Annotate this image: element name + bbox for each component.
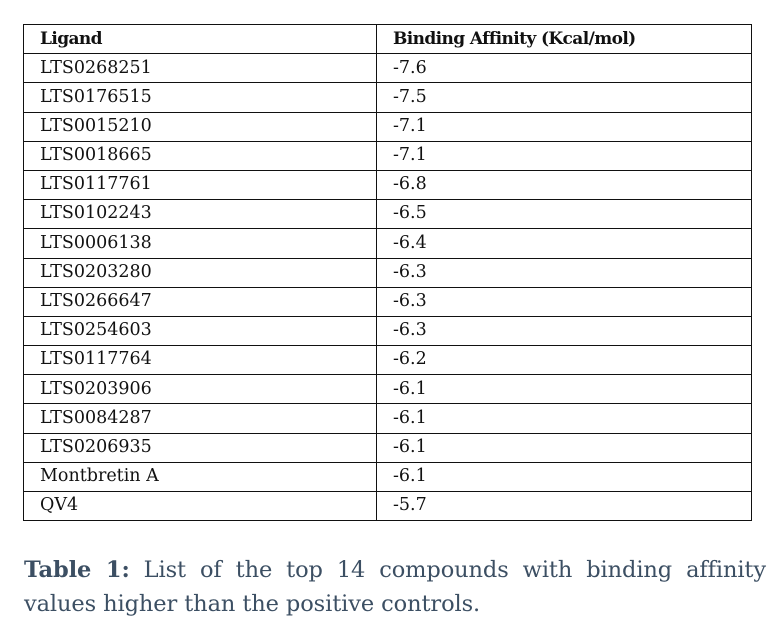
affinity-cell: -6.4 xyxy=(377,229,752,258)
affinity-cell: -7.5 xyxy=(377,83,752,112)
ligand-cell: LTS0203906 xyxy=(24,375,377,404)
ligand-cell: LTS0206935 xyxy=(24,433,377,462)
affinity-cell: -7.1 xyxy=(377,112,752,141)
table-row xyxy=(24,200,752,229)
affinity-cell: -6.3 xyxy=(377,316,752,345)
ligand-cell: LTS0117761 xyxy=(24,170,377,199)
table-row xyxy=(24,462,752,491)
ligand-cell: LTS0117764 xyxy=(24,346,377,375)
ligand-cell: Montbretin A xyxy=(24,462,377,491)
affinity-cell: -6.5 xyxy=(377,200,752,229)
table-row xyxy=(24,492,752,521)
header-ligand: Ligand xyxy=(24,25,377,54)
caption-text: List of the top 14 compounds with binding affinity values higher than the positive controls. xyxy=(24,556,766,617)
affinity-cell: -6.1 xyxy=(377,462,752,491)
table-row xyxy=(24,83,752,112)
affinity-cell: -7.1 xyxy=(377,141,752,170)
affinity-cell: -6.1 xyxy=(377,433,752,462)
table-row xyxy=(24,112,752,141)
ligand-cell: LTS0203280 xyxy=(24,258,377,287)
table-caption xyxy=(24,553,766,621)
ligand-cell: LTS0084287 xyxy=(24,404,377,433)
table-row xyxy=(24,229,752,258)
ligand-cell: LTS0018665 xyxy=(24,141,377,170)
ligand-cell: LTS0254603 xyxy=(24,316,377,345)
affinity-cell: -6.1 xyxy=(377,404,752,433)
table-header-row xyxy=(24,25,752,54)
table-row xyxy=(24,433,752,462)
caption-label: Table 1: xyxy=(24,556,130,583)
table-row xyxy=(24,258,752,287)
table-row xyxy=(24,287,752,316)
affinity-cell: -5.7 xyxy=(377,492,752,521)
affinity-cell: -6.3 xyxy=(377,287,752,316)
table-row xyxy=(24,316,752,345)
ligand-cell: LTS0102243 xyxy=(24,200,377,229)
binding-affinity-table xyxy=(23,24,752,521)
ligand-cell: LTS0268251 xyxy=(24,54,377,83)
table-row xyxy=(24,170,752,199)
ligand-cell: LTS0266647 xyxy=(24,287,377,316)
affinity-cell: -6.3 xyxy=(377,258,752,287)
affinity-cell: -6.1 xyxy=(377,375,752,404)
ligand-cell: LTS0176515 xyxy=(24,83,377,112)
table-row xyxy=(24,346,752,375)
header-binding-affinity: Binding Affinity (Kcal/mol) xyxy=(377,25,752,54)
table-row xyxy=(24,54,752,83)
ligand-cell: LTS0006138 xyxy=(24,229,377,258)
table-row xyxy=(24,404,752,433)
affinity-cell: -7.6 xyxy=(377,54,752,83)
table-row xyxy=(24,375,752,404)
table-row xyxy=(24,141,752,170)
affinity-cell: -6.2 xyxy=(377,346,752,375)
affinity-cell: -6.8 xyxy=(377,170,752,199)
ligand-cell: QV4 xyxy=(24,492,377,521)
ligand-cell: LTS0015210 xyxy=(24,112,377,141)
binding-affinity-table-container xyxy=(23,24,751,521)
